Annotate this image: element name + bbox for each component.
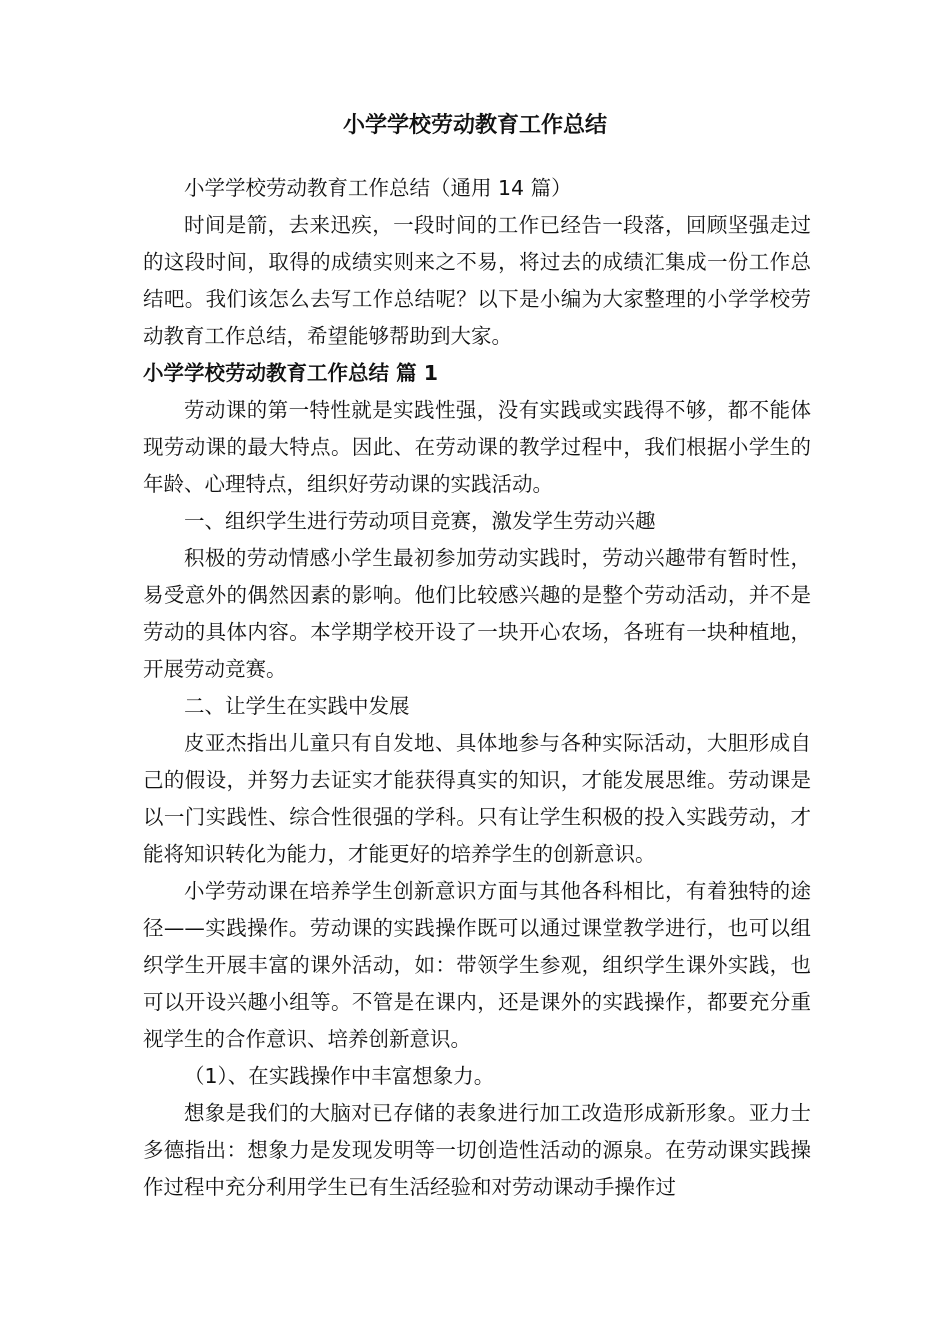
subheading-paragraph: 一、组织学生进行劳动项目竞赛，激发学生劳动兴趣 bbox=[184, 509, 656, 533]
body-paragraph: 小学劳动课在培养学生创新意识方面与其他各科相比，有着独特的途径——实践操作。劳动课的实践操作既可以通过课堂教学进行，也可以组织学生开展丰富的课外活动，如：带领学生参观，组织学生课外实践，也可以开设兴趣小组等。不管是在课内，还是课外的实践操作，都要充分重视学生的合作意识、培养创新意识。 bbox=[143, 879, 811, 1051]
document-title: 小学学校劳动教育工作总结 bbox=[342, 113, 607, 138]
subheading-paragraph: 二、让学生在实践中发展 bbox=[184, 694, 410, 718]
body-paragraph: 劳动课的第一特性就是实践性强，没有实践或实践得不够，都不能体现劳动课的最大特点。因此、在劳动课的教学过程中，我们根据小学生的年龄、心理特点，组织好劳动课的实践活动。 bbox=[143, 398, 811, 496]
body-paragraph: 积极的劳动情感小学生最初参加劳动实践时，劳动兴趣带有暂时性，易受意外的偶然因素的影响。他们比较感兴趣的是整个劳动活动，并不是劳动的具体内容。本学期学校开设了一块开心农场，各班有一块种植地，开展劳动竞赛。 bbox=[143, 546, 811, 681]
section-heading: 小学学校劳动教育工作总结 篇 1 bbox=[143, 361, 439, 385]
document-subtitle: 小学学校劳动教育工作总结（通用 14 篇） bbox=[184, 176, 572, 200]
subheading-paragraph: （1）、在实践操作中丰富想象力。 bbox=[184, 1064, 495, 1088]
body-paragraph: 想象是我们的大脑对已存储的表象进行加工改造形成新形象。亚力士多德指出：想象力是发现发明等一切创造性活动的源泉。在劳动课实践操作过程中充分利用学生已有生活经验和对劳动课动手操作过 bbox=[143, 1101, 811, 1199]
body-paragraph: 皮亚杰指出儿童只有自发地、具体地参与各种实际活动，大胆形成自己的假设，并努力去证实才能获得真实的知识，才能发展思维。劳动课是以一门实践性、综合性很强的学科。只有让学生积极的投入实践劳动，才能将知识转化为能力，才能更好的培养学生的创新意识。 bbox=[143, 731, 811, 866]
document-body bbox=[143, 170, 811, 1206]
intro-paragraph: 时间是箭，去来迅疾，一段时间的工作已经告一段落，回顾坚强走过的这段时间，取得的成绩实则来之不易，将过去的成绩汇集成一份工作总结吧。我们该怎么去写工作总结呢？以下是小编为大家整理的小学学校劳动教育工作总结，希望能够帮助到大家。 bbox=[143, 213, 811, 348]
